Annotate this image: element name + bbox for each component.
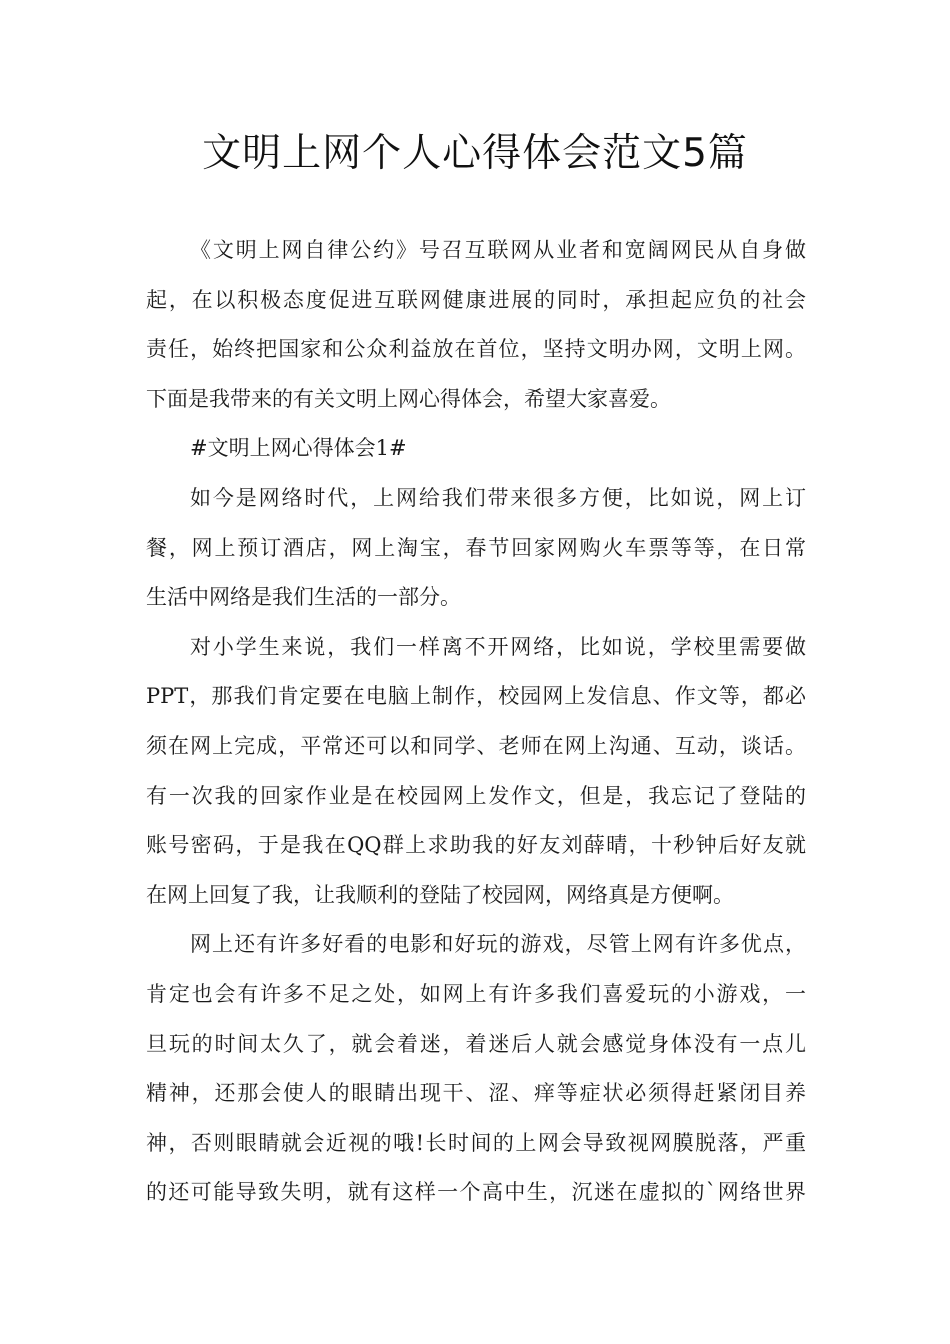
document-body xyxy=(146,226,806,1218)
text-line: #文明上网心得体会1# xyxy=(190,436,407,461)
text-line: 神，否则眼睛就会近视的哦!长时间的上网会导致视网膜脱落，严重 xyxy=(146,1130,806,1155)
text-line: 《文明上网自律公约》号召互联网从业者和宽阔网民从自身做 xyxy=(190,238,806,262)
text-line: 责任，始终把国家和公众利益放在首位，坚持文明办网，文明上网。 xyxy=(146,337,806,362)
text-line: 生活中网络是我们生活的一部分。 xyxy=(146,585,461,610)
document-title: 文明上网个人心得体会范文5篇 xyxy=(202,131,748,176)
text-line: 精神，还那会使人的眼睛出现干、涩、痒等症状必须得赶紧闭目养 xyxy=(146,1081,806,1106)
text-line: 下面是我带来的有关文明上网心得体会，希望大家喜爱。 xyxy=(146,386,671,411)
text-line: 对小学生来说，我们一样离不开网络，比如说，学校里需要做 xyxy=(190,634,806,659)
text-line: 肯定也会有许多不足之处，如网上有许多我们喜爱玩的小游戏，一 xyxy=(146,981,806,1006)
text-line: 在网上回复了我，让我顺利的登陆了校园网，网络真是方便啊。 xyxy=(146,882,734,907)
text-line: 的还可能导致失明，就有这样一个高中生，沉迷在虚拟的`网络世界 xyxy=(146,1180,806,1205)
text-line: PPT，那我们肯定要在电脑上制作，校园网上发信息、作文等，都必 xyxy=(146,684,806,709)
text-line: 账号密码，于是我在QQ群上求助我的好友刘薛晴，十秒钟后好友就 xyxy=(146,833,806,858)
text-line: 旦玩的时间太久了，就会着迷，着迷后人就会感觉身体没有一点儿 xyxy=(146,1031,806,1056)
text-line: 须在网上完成，平常还可以和同学、老师在网上沟通、互动，谈话。 xyxy=(146,733,806,758)
text-line: 网上还有许多好看的电影和好玩的游戏，尽管上网有许多优点， xyxy=(190,932,806,957)
text-line: 起，在以积极态度促进互联网健康进展的同时，承担起应负的社会 xyxy=(146,287,806,312)
text-line: 餐，网上预订酒店，网上淘宝，春节回家网购火车票等等，在日常 xyxy=(146,535,806,560)
text-line: 有一次我的回家作业是在校园网上发作文，但是，我忘记了登陆的 xyxy=(146,783,806,808)
text-line: 如今是网络时代，上网给我们带来很多方便，比如说，网上订 xyxy=(190,485,806,510)
